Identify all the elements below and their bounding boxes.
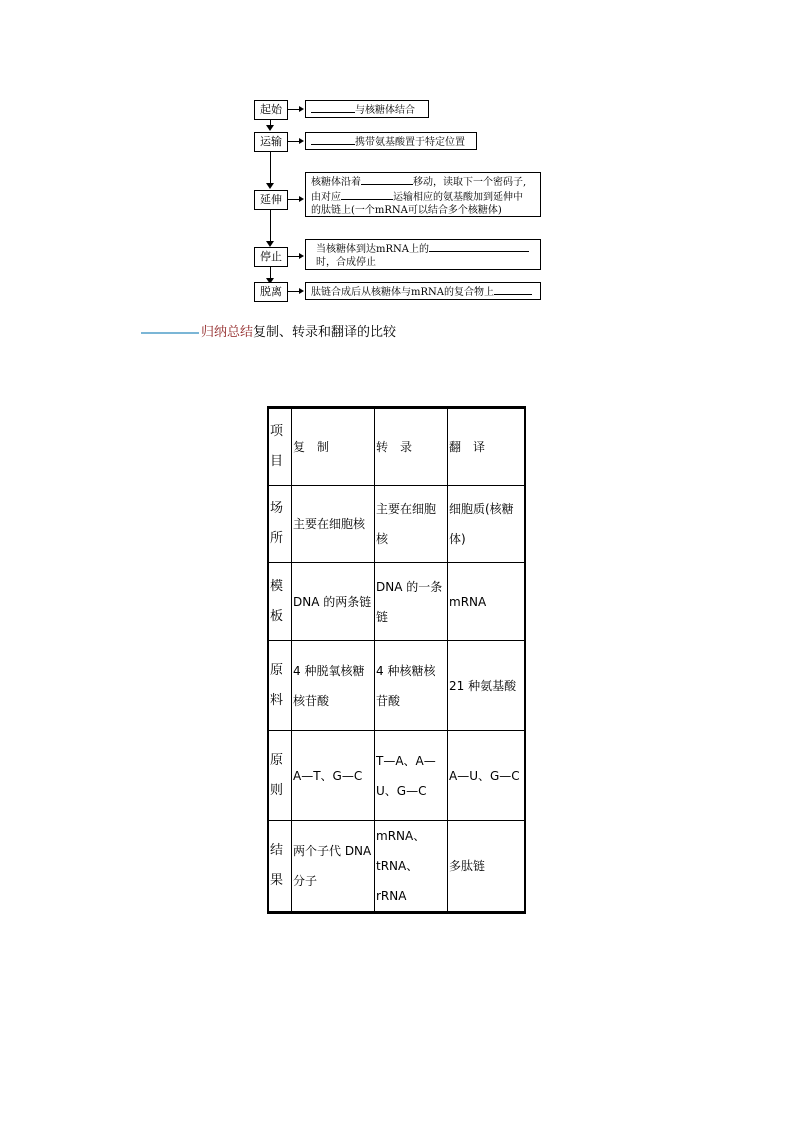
desc-transport: 携带氨基酸置于特定位置 — [305, 132, 477, 150]
stage-transport: 运输 — [254, 132, 288, 152]
fill-blank — [361, 174, 413, 185]
header-translation: 翻 译 — [448, 408, 526, 486]
table-cell: mRNA — [448, 563, 526, 641]
table-cell: DNA 的两条链 — [292, 563, 375, 641]
desc-termination: 当核糖体到达mRNA上的 时，合成停止 — [305, 239, 541, 270]
arrow-right-icon — [299, 196, 304, 202]
desc-elongation: 核糖体沿着 移动，读取下一个密码子, 由对应 运输相应的氨基酸加到延伸中 的肽链上(一个mRNA可以结合多个核糖体) — [305, 172, 541, 217]
table-header-row — [268, 408, 525, 486]
table-cell: DNA 的一条链 — [375, 563, 448, 641]
table-cell: 21 种氨基酸 — [448, 641, 526, 731]
heading-text: 复制、转录和翻译的比较 — [253, 325, 397, 340]
table-cell: 两个子代 DNA 分子 — [292, 821, 375, 913]
table-cell: 主要在细胞核 — [292, 486, 375, 563]
stage-elongation: 延伸 — [254, 190, 288, 210]
connector-line — [270, 210, 271, 242]
stage-termination: 停止 — [254, 247, 288, 267]
stage-initiation: 起始 — [254, 100, 288, 120]
comparison-table — [267, 406, 526, 914]
arrow-right-icon — [299, 106, 304, 112]
arrow-down-icon — [266, 125, 274, 131]
table-row — [268, 641, 525, 731]
row-label: 结果 — [268, 821, 292, 913]
row-label: 原料 — [268, 641, 292, 731]
table-row — [268, 486, 525, 563]
table-cell: 4 种脱氧核糖核苷酸 — [292, 641, 375, 731]
row-label: 原则 — [268, 731, 292, 821]
table-cell: 主要在细胞核 — [375, 486, 448, 563]
translation-flow-diagram — [0, 0, 794, 310]
row-label: 场所 — [268, 486, 292, 563]
connector-line — [270, 151, 271, 184]
arrow-right-icon — [299, 253, 304, 259]
fill-blank — [494, 284, 532, 295]
table-cell: 细胞质(核糖体) — [448, 486, 526, 563]
table-row — [268, 563, 525, 641]
header-item: 项目 — [268, 408, 292, 486]
arrow-right-icon — [299, 138, 304, 144]
desc-release: 肽链合成后从核糖体与mRNA的复合物上 — [305, 282, 541, 300]
table-row — [268, 821, 525, 913]
section-heading — [141, 324, 396, 342]
desc-initiation: 与核糖体结合 — [305, 100, 429, 118]
table-row — [268, 731, 525, 821]
table-cell: T—A、A—U、G—C — [375, 731, 448, 821]
row-label: 模板 — [268, 563, 292, 641]
table-cell: A—U、G—C — [448, 731, 526, 821]
fill-blank — [429, 241, 529, 252]
stage-release: 脱离 — [254, 282, 288, 302]
heading-bar — [141, 332, 199, 334]
heading-tag: 归纳总结 — [201, 325, 254, 340]
header-transcription: 转 录 — [375, 408, 448, 486]
fill-blank — [311, 134, 355, 145]
table-cell: A—T、G—C — [292, 731, 375, 821]
fill-blank — [341, 189, 393, 200]
arrow-down-icon — [266, 183, 274, 189]
arrow-right-icon — [299, 288, 304, 294]
table-cell: 多肽链 — [448, 821, 526, 913]
table-cell: mRNA、tRNA、rRNA — [375, 821, 448, 913]
fill-blank — [311, 102, 355, 113]
header-replication: 复 制 — [292, 408, 375, 486]
table-cell: 4 种核糖核苷酸 — [375, 641, 448, 731]
